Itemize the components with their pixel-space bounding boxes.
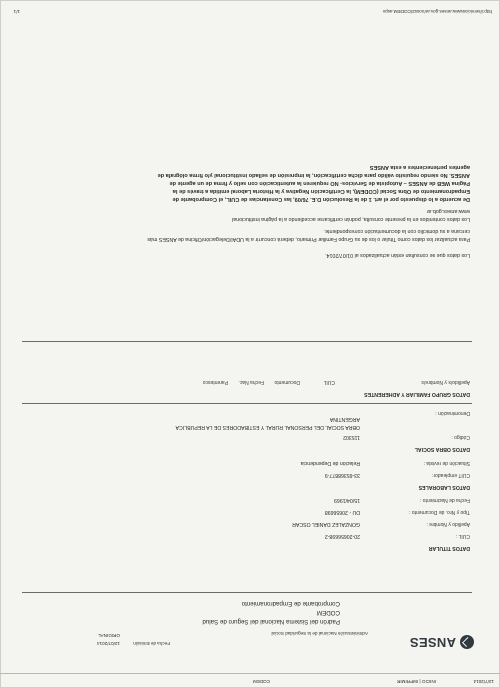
document-label: Tipo y Nro. de Documento : — [409, 509, 470, 515]
col-document: Documento — [274, 379, 300, 385]
title-line-1: Padrón del Sistema Nacional del Seguro de Salud — [202, 618, 340, 625]
denomination-label: Denominación : — [435, 410, 470, 416]
note-resolution-line-2: Empadronamiento de Obra Social (CODEM), la Certificación Negativa y la Historia Laboral emitida a través de la — [172, 188, 470, 194]
anses-logo: ANSES — [409, 635, 456, 650]
employer-label: CUIT empleador: — [432, 472, 470, 478]
section-obra-social: DATOS OBRA SOCIAL — [414, 446, 470, 452]
note-updated: Los datos que se consultan están actualizados al 01/07/2014. — [325, 252, 470, 258]
section-laborales: DATOS LABORALES — [418, 484, 470, 490]
anses-logo-icon — [460, 635, 474, 649]
header-divider — [22, 592, 472, 593]
title-line-3: Comprobante de Empadronamiento — [241, 600, 340, 607]
nav-links — [397, 679, 436, 684]
status-label: Situación de revista : — [423, 460, 470, 466]
code-label: Código : — [451, 434, 470, 440]
section-familiar: DATOS GRUPO FAMILIAR Y ADHERENTES — [364, 391, 470, 397]
birth-label: Fecha de Nacimiento : — [419, 497, 470, 503]
issue-date-label: Fecha de Emisión — [133, 641, 170, 646]
denomination-line-2: ARGENTINA — [329, 416, 360, 422]
obra-social-divider — [22, 403, 472, 404]
code-value: 115302 — [343, 434, 360, 440]
document-value: DU - 20656698 — [324, 509, 360, 515]
note-resolution-line-1: De acuerdo a lo dispuesto por el art. 1 de la Resolución D.E. 76/09, las Constancias de CUIL, el Comprobante de — [172, 196, 470, 202]
section-titular: DATOS TITULAR — [428, 545, 470, 551]
note-update-line-2: cercana a su domicilio con la documentación correspondiente. — [323, 228, 470, 234]
col-relation: Parentesco — [202, 379, 228, 385]
status-value: Relación de Dependencia — [300, 460, 360, 466]
footer-page: 1/1 — [13, 9, 20, 14]
cuil-value: 20-20656698-2 — [324, 533, 360, 539]
window-title: CODEM — [252, 679, 270, 684]
col-cuil: CUIL — [323, 379, 335, 385]
birth-value: 15/04/1969 — [334, 497, 360, 503]
employer-value: 33-65368877-9 — [324, 472, 360, 478]
print-date: 12/7/2014 — [473, 679, 494, 684]
org-name: Administración Nacional de la Seguridad Social — [271, 631, 368, 636]
denomination-line-1: OBRA SOCIAL DEL PERSONAL RURAL Y ESTIBADORES DE LA REPUBLICA — [175, 424, 360, 430]
name-label: Apellido y Nombre : — [426, 521, 470, 527]
issue-date: 12/07/2014 — [97, 641, 120, 646]
note-certify-link[interactable]: www.anses.gob.ar — [426, 208, 470, 214]
cuil-label: CUIL : — [456, 533, 470, 539]
note-resolution-line-4: ANSES. No siendo requisito válido para dicha certificación, la impresión de sellado institucional y/o firma ológrafa de — [157, 172, 470, 178]
link-imprimir[interactable]: IMPRIMIR — [397, 679, 419, 684]
footer-url: http://servicioswww.anses.gov.ar/ooss2/CODEM.aspx — [382, 9, 492, 14]
note-resolution-line-3: Página WEB de ANSES – Autopista de Servicios- NO requieren la autenticación con sello y firma de un agente de — [169, 180, 470, 186]
note-certify-line-1: Los datos contenidos en la presente consulta, podrán certificarse accediendo a la página institucional — [232, 216, 470, 222]
name-value: GONZALEZ DANIEL OSCAR — [292, 521, 360, 527]
title-line-2: CODEM — [316, 609, 340, 616]
col-birth: Fecha Nac. — [238, 379, 264, 385]
col-name: Apellido/s y Nombre/s — [421, 379, 470, 385]
link-inicio[interactable]: INICIO — [421, 679, 436, 684]
original-mark: ORIGINAL — [98, 633, 120, 638]
familiar-divider — [22, 341, 472, 342]
note-update-line-1: Para actualizar los datos como Titular o los de su Grupo Familiar Primario, deberá concurrir a la UDAI/Delegación/Oficina de ANSES más — [147, 236, 470, 242]
note-resolution-line-5: agentes pertenecientes a esta ANSES — [369, 164, 470, 170]
link-separator: | — [419, 679, 421, 684]
browser-print-header — [0, 673, 500, 688]
